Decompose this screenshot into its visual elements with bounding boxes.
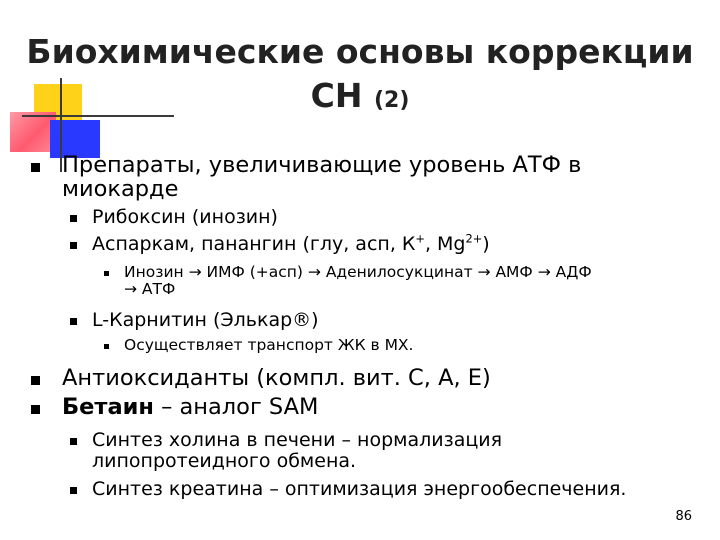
list-item: Бетаин – аналог SAM xyxy=(62,394,319,420)
list-item: L-Карнитин (Элькар®) xyxy=(92,309,319,331)
list-item: Аспаркам, панангин (глу, асп, К+, $Mg^{2+}$) xyxy=(92,231,490,255)
bullet-square-icon xyxy=(70,438,77,445)
list-item: Синтез холина в печени – нормализация липопротеидного обмена. xyxy=(92,429,503,472)
list-item: Осуществляет транспорт ЖК в МХ. xyxy=(124,336,414,354)
slide-title xyxy=(0,30,720,123)
bullet-square-icon xyxy=(70,242,77,249)
bullet-square-icon xyxy=(31,405,40,414)
bullet-square-icon xyxy=(31,163,40,172)
bullet-square-icon xyxy=(70,215,77,222)
bullet-square-icon xyxy=(104,344,109,349)
bullet-square-icon xyxy=(104,271,109,276)
list-item: Рибоксин (инозин) xyxy=(92,206,278,228)
title-line-2: СН xyxy=(310,76,363,115)
page-number: 86 xyxy=(675,509,692,524)
title-line-1: Биохимические основы коррекции xyxy=(26,32,694,71)
bullet-square-icon xyxy=(31,376,40,385)
bullet-square-icon xyxy=(70,487,77,494)
list-item: Синтез креатина – оптимизация энергообеспечения. xyxy=(92,478,627,500)
list-item: Препараты, увеличивающие уровень АТФ в миокарде xyxy=(62,152,582,202)
list-item: Инозин → ИМФ (+асп) → Аденилосукцинат → АМФ → АДФ → АТФ xyxy=(124,263,592,298)
list-item: Антиоксиданты (компл. вит. С, А, Е) xyxy=(62,365,491,391)
title-suffix: (2) xyxy=(373,88,410,113)
bullet-square-icon xyxy=(70,318,77,325)
